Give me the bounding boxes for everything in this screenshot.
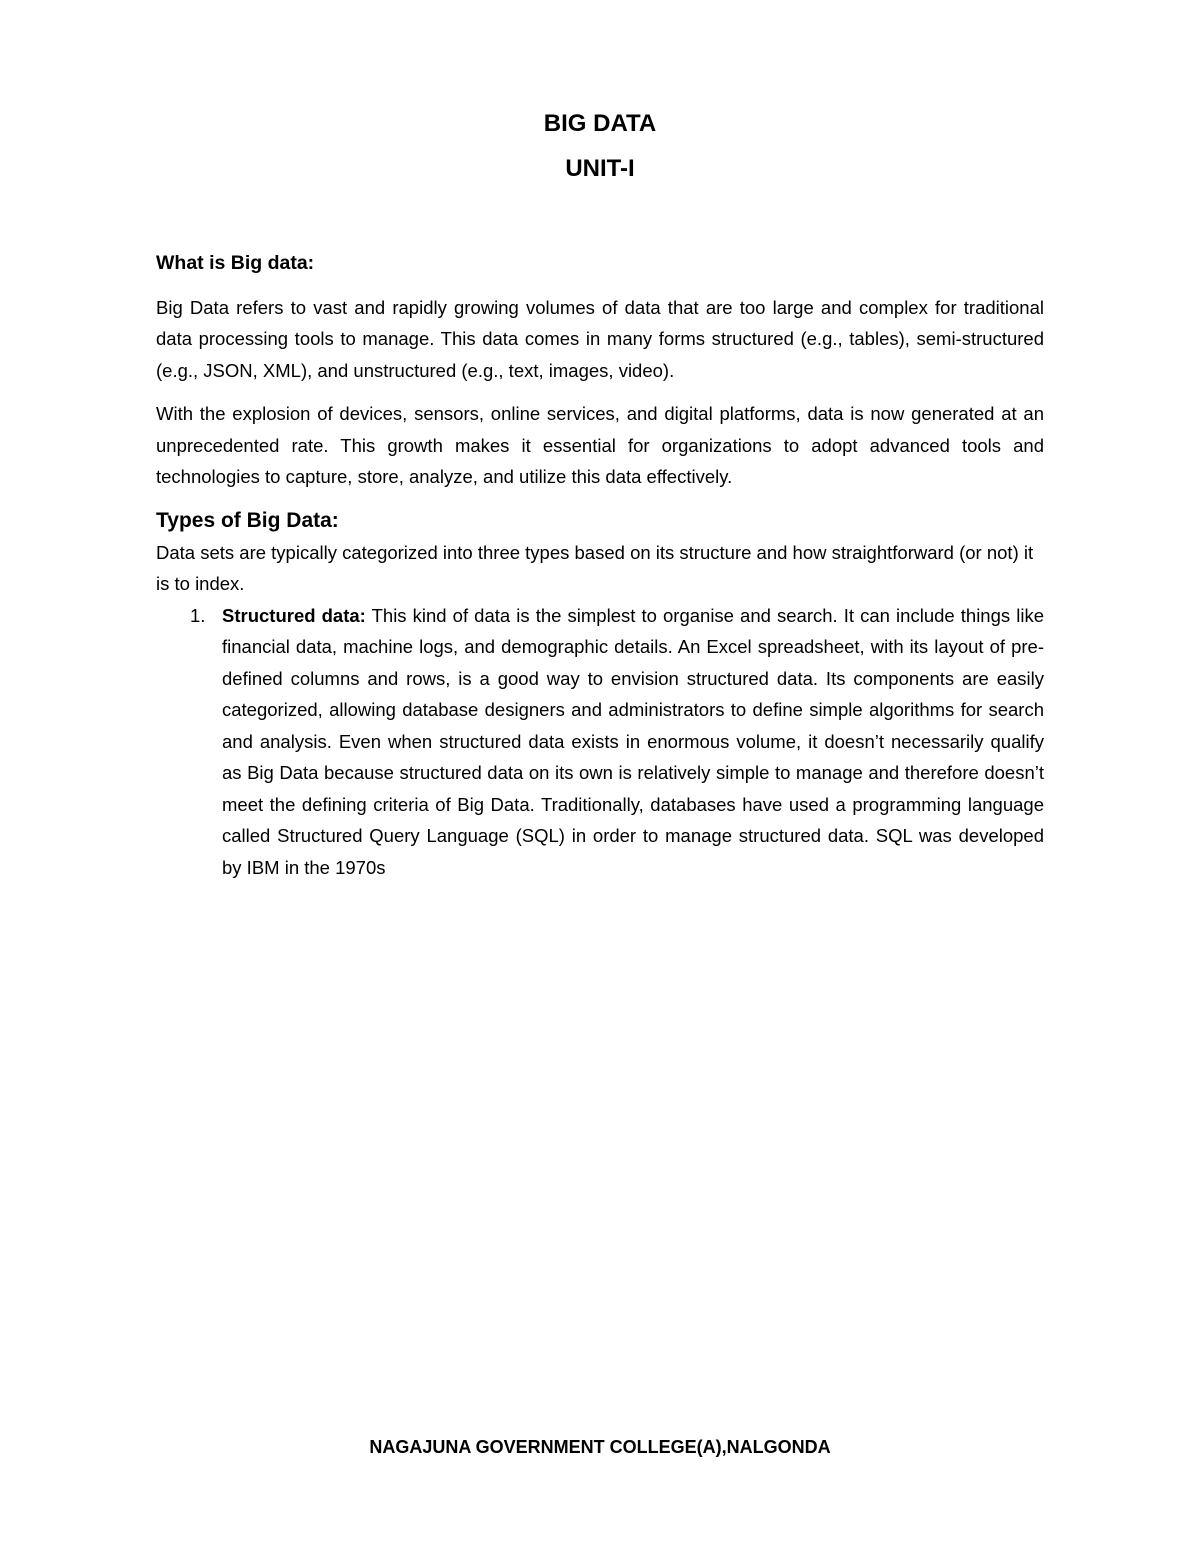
paragraph-types-intro: Data sets are typically categorized into three types based on its structure and how straightforward (or not) it is to index. bbox=[156, 541, 1034, 594]
document-body bbox=[156, 248, 1044, 883]
paragraph-definition: Big Data refers to vast and rapidly growing volumes of data that are too large and complex for traditional data processing tools to manage. This data comes in many forms structured (e.g., tables), semi-structured (e.g., JSON, XML), and unstructured (e.g., text, images, video). bbox=[156, 296, 1044, 381]
list-item-text: This kind of data is the simplest to organise and search. It can include things like financial data, machine logs, and demographic details. An Excel spreadsheet, with its layout of pre-defined columns and rows, is a good way to envision structured data. Its components are easily categorized, allowing database designers and administrators to define simple algorithms for search and analysis. Even when structured data exists in enormous volume, it doesn’t necessarily qualify as Big Data because structured data on its own is relatively simple to manage and therefore doesn’t meet the defining criteria of Big Data. Traditionally, databases have used a programming language called Structured Query Language (SQL) in order to manage structured data. SQL was developed by IBM in the 1970s bbox=[222, 604, 1044, 878]
section-heading-types-of-big-data: Types of Big Data: bbox=[156, 508, 339, 532]
paragraph-growth: With the explosion of devices, sensors, online services, and digital platforms, data is now generated at an unprecedented rate. This growth makes it essential for organizations to adopt advanced tools and technologies to capture, store, analyze, and utilize this data effectively. bbox=[156, 403, 1044, 487]
unit-title: UNIT-I bbox=[565, 155, 635, 182]
list-item-term: Structured data: bbox=[222, 604, 366, 626]
document-title: BIG DATA bbox=[543, 110, 657, 137]
section-heading-what-is-big-data: What is Big data: bbox=[156, 252, 315, 274]
types-list bbox=[156, 600, 1044, 884]
list-item bbox=[156, 600, 1044, 884]
list-item-number: 1. bbox=[190, 604, 206, 626]
page-footer: NAGAJUNA GOVERNMENT COLLEGE(A),NALGONDA bbox=[369, 1437, 831, 1457]
